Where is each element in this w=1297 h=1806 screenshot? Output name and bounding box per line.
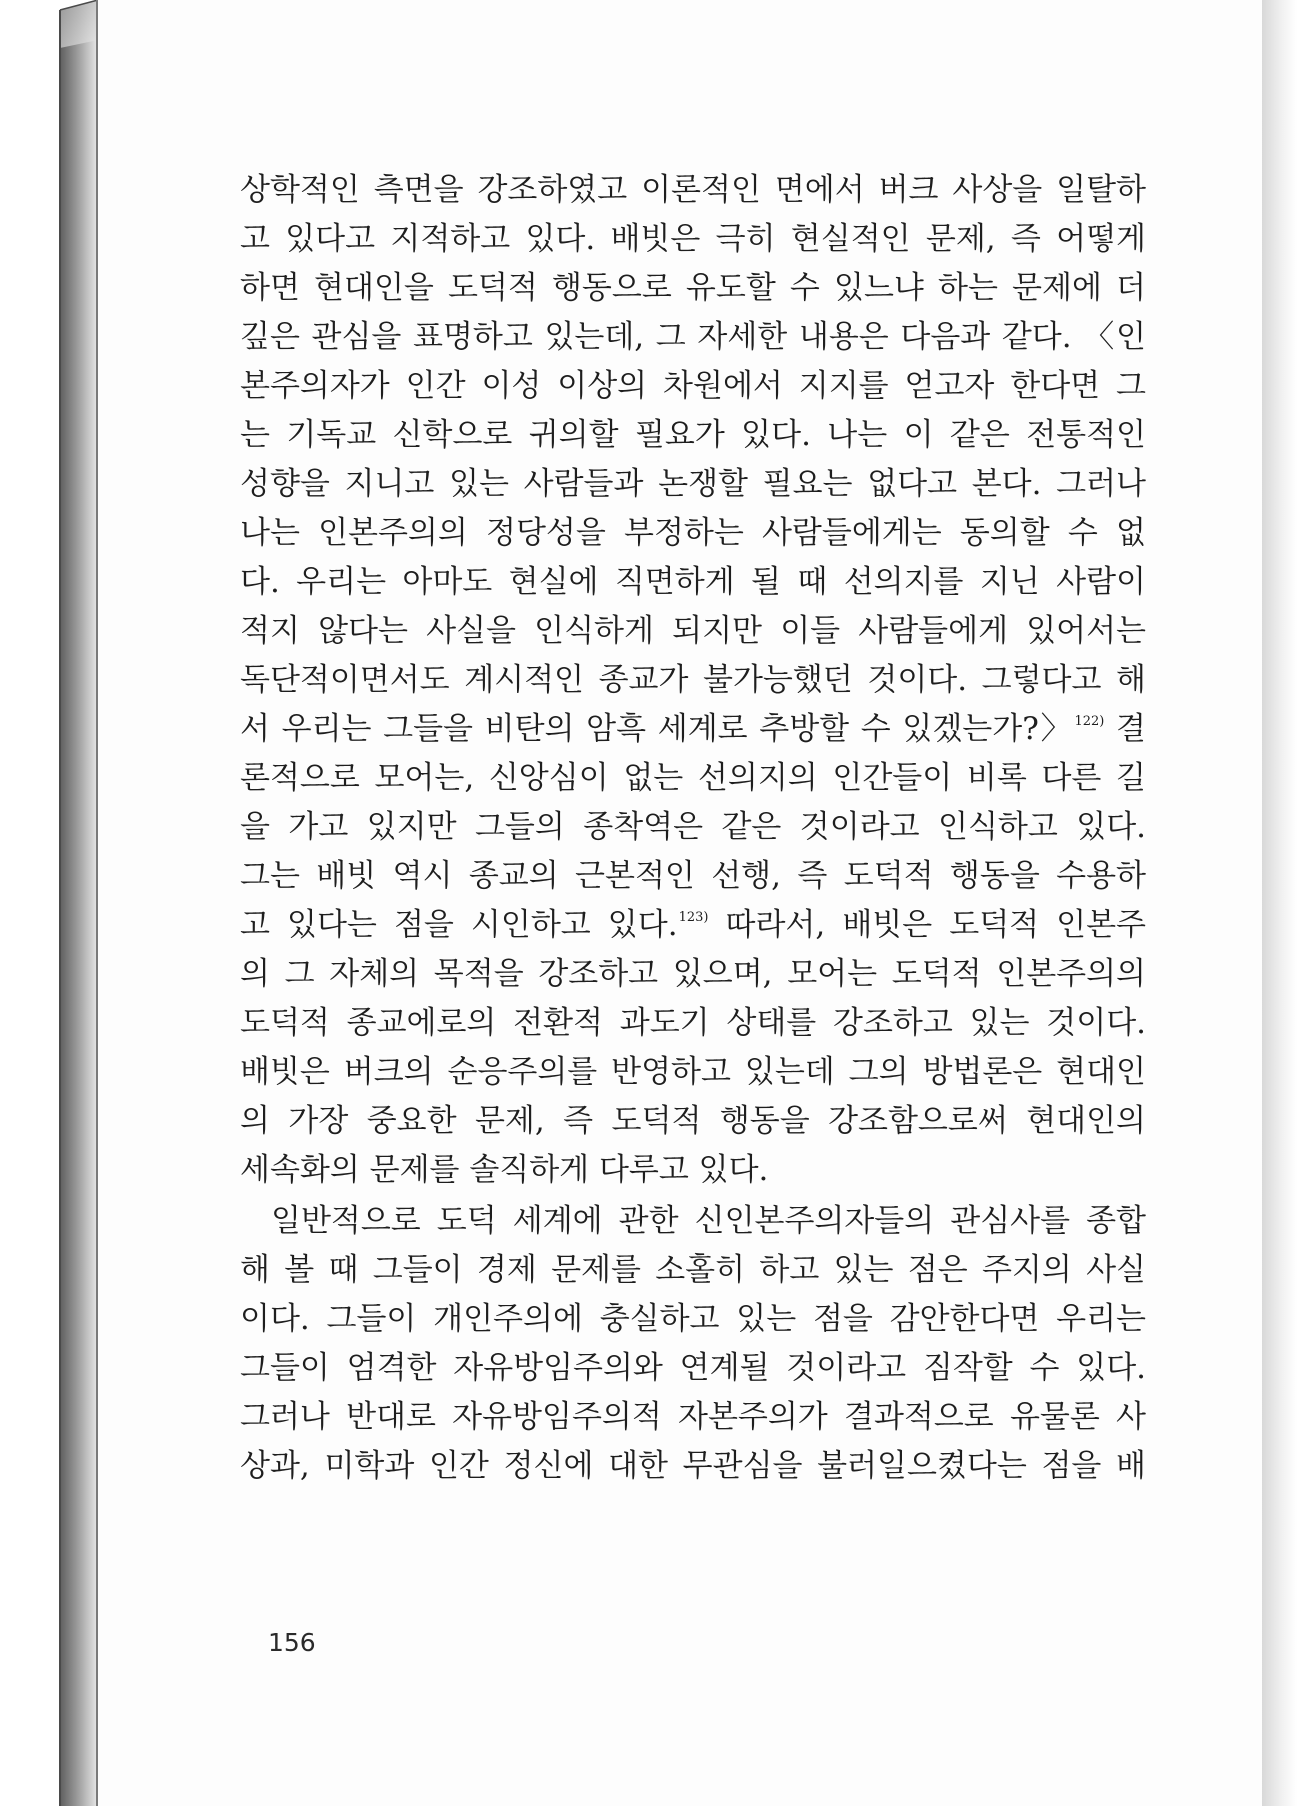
text-line: 배빗은 버크의 순응주의를 반영하고 있는데 그의 방법론은 현대인 [240,1054,1146,1090]
text-line: 적지 않다는 사실을 인식하게 되지만 이들 사람들에게 있어서는 [240,613,1146,649]
text-line: 이다. 그들이 개인주의에 충실하고 있는 점을 감안한다면 우리는 [240,1301,1146,1337]
text-segment: 서 우리는 그들을 비탄의 암흑 세계로 추방할 수 있겠는가?〉 [240,711,1074,747]
text-line: 본주의자가 인간 이성 이상의 차원에서 지지를 얻고자 한다면 그 [240,368,1146,404]
text-line: 하면 현대인을 도덕적 행동으로 유도할 수 있느냐 하는 문제에 더 [240,270,1146,306]
text-line: 의 그 자체의 목적을 강조하고 있으며, 모어는 도덕적 인본주의의 [240,956,1146,992]
footnote-marker[interactable]: 122) [1074,714,1105,729]
body-text [240,166,1146,1491]
text-line: 다. 우리는 아마도 현실에 직면하게 될 때 선의지를 지닌 사람이 [240,564,1146,600]
page-stack-edge [60,0,98,1806]
text-line: 의 가장 중요한 문제, 즉 도덕적 행동을 강조함으로써 현대인의 [240,1103,1146,1139]
text-line: 상과, 미학과 인간 정신에 대한 무관심을 불러일으켰다는 점을 배 [240,1448,1146,1484]
text-line: 는 기독교 신학으로 귀의할 필요가 있다. 나는 이 같은 전통적인 [240,417,1146,453]
text-line: 론적으로 모어는, 신앙심이 없는 선의지의 인간들이 비록 다른 길 [240,760,1146,796]
text-line: 성향을 지니고 있는 사람들과 논쟁할 필요는 없다고 본다. 그러나 [240,466,1146,502]
paragraph-2 [240,1197,1146,1491]
text-segment: 고 있다는 점을 시인하고 있다. [240,907,678,943]
text-line: 해 볼 때 그들이 경제 문제를 소홀히 하고 있는 점은 주지의 사실 [240,1252,1146,1288]
text-segment: 따라서, 배빗은 도덕적 인본주 [708,907,1147,943]
text-line: 상학적인 측면을 강조하였고 이론적인 면에서 버크 사상을 일탈하 [240,172,1146,208]
footnote-marker[interactable]: 123) [678,910,709,925]
text-line: 고 있다고 지적하고 있다. 배빗은 극히 현실적인 문제, 즉 어떻게 [240,221,1146,257]
page-right-shadow [1262,0,1297,1806]
text-line: 나는 인본주의의 정당성을 부정하는 사람들에게는 동의할 수 없 [240,515,1146,551]
text-line: 을 가고 있지만 그들의 종착역은 같은 것이라고 인식하고 있다. [240,809,1146,845]
text-line: 그러나 반대로 자유방임주의적 자본주의가 결과적으로 유물론 사 [240,1399,1146,1435]
text-line: 깊은 관심을 표명하고 있는데, 그 자세한 내용은 다음과 같다. 〈인 [240,319,1146,355]
text-line: 일반적으로 도덕 세계에 관한 신인본주의자들의 관심사를 종합 [271,1203,1146,1239]
text-segment: 결 [1104,711,1146,747]
text-line: 세속화의 문제를 솔직하게 다루고 있다. [240,1152,769,1188]
page-number: 156 [268,1628,316,1657]
text-line: 독단적이면서도 계시적인 종교가 불가능했던 것이다. 그렇다고 해 [240,662,1146,698]
text-line-with-footnote-122 [240,705,1146,754]
text-line: 그는 배빗 역시 종교의 근본적인 선행, 즉 도덕적 행동을 수용하 [240,858,1146,894]
paragraph-1 [240,166,1146,1195]
text-line: 그들이 엄격한 자유방임주의와 연계될 것이라고 짐작할 수 있다. [240,1350,1146,1386]
text-line: 도덕적 종교에로의 전환적 과도기 상태를 강조하고 있는 것이다. [240,1005,1146,1041]
text-line-with-footnote-123 [240,901,1146,950]
